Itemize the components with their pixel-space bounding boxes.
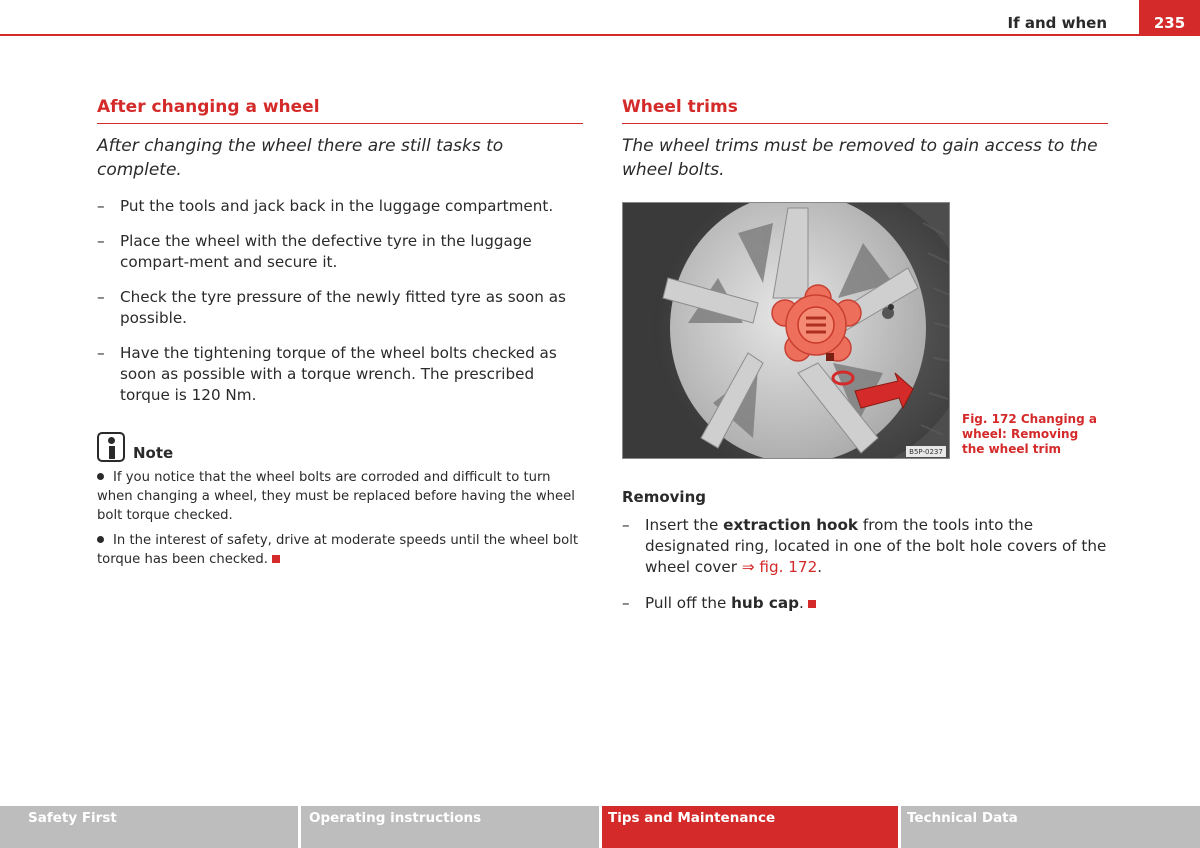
step-list: [97, 196, 583, 406]
tab-safety-first[interactable]: Safety First: [0, 806, 298, 848]
tab-operating-instructions[interactable]: Operating instructions: [301, 806, 599, 848]
section-lead: The wheel trims must be removed to gain access to the wheel bolts.: [622, 136, 1098, 180]
term-hub-cap: hub cap: [731, 594, 800, 612]
note-item: In the interest of safety, drive at moderate speeds until the wheel bolt torque has been checked.: [97, 533, 579, 567]
removing-steps: [622, 515, 1108, 629]
figure-caption: Fig. 172 Changing a wheel: Removing the wheel trim: [962, 412, 1097, 456]
note-title: Note: [133, 444, 174, 462]
note-item: If you notice that the wheel bolts are corroded and difficult to turn when changing a wheel, they must be replaced before having the wheel bolt torque checked.: [97, 470, 575, 523]
list-item: – Have the tightening torque of the wheel bolts checked as soon as possible with a torque wrench. The prescribed torque is 120 Nm.: [97, 344, 557, 404]
list-item: – Place the wheel with the defective tyre in the luggage compart-ment and secure it.: [97, 232, 532, 271]
page-number: 235: [1139, 0, 1200, 35]
figure-reference-link[interactable]: ⇒ fig. 172: [741, 558, 818, 576]
info-note-icon: [97, 432, 125, 462]
bullet-icon: [97, 473, 104, 480]
right-column: [622, 97, 1108, 182]
list-item: – Check the tyre pressure of the newly fitted tyre as soon as possible.: [97, 288, 566, 327]
running-head: If and when: [1007, 14, 1107, 32]
tab-tips-and-maintenance[interactable]: Tips and Maintenance: [602, 806, 898, 848]
footer-tabs: [0, 806, 1200, 848]
list-item: – Insert the extraction hook from the tools into the designated ring, located in one of the bolt hole covers of the wheel cover ⇒ fig. 172.: [622, 516, 1107, 576]
tab-technical-data[interactable]: Technical Data: [901, 806, 1200, 848]
section-title-after-changing: After changing a wheel: [97, 97, 583, 124]
note-header: [97, 430, 583, 462]
figure-code: B5P-0237: [909, 448, 943, 456]
term-extraction-hook: extraction hook: [723, 516, 859, 534]
section-lead: After changing the wheel there are still tasks to complete.: [97, 136, 504, 180]
left-column: [97, 97, 583, 569]
header-rule: [0, 34, 1200, 36]
list-item: – Pull off the hub cap.: [622, 593, 1108, 614]
end-of-section-icon: [272, 555, 280, 563]
wheel-trim-figure: [622, 202, 950, 459]
list-item: – Put the tools and jack back in the luggage compartment.: [97, 197, 554, 215]
wheel-illustration: [623, 203, 950, 459]
bullet-icon: [97, 536, 104, 543]
removing-heading: Removing: [622, 488, 706, 506]
end-of-section-icon: [808, 600, 816, 608]
section-title-wheel-trims: Wheel trims: [622, 97, 1108, 124]
